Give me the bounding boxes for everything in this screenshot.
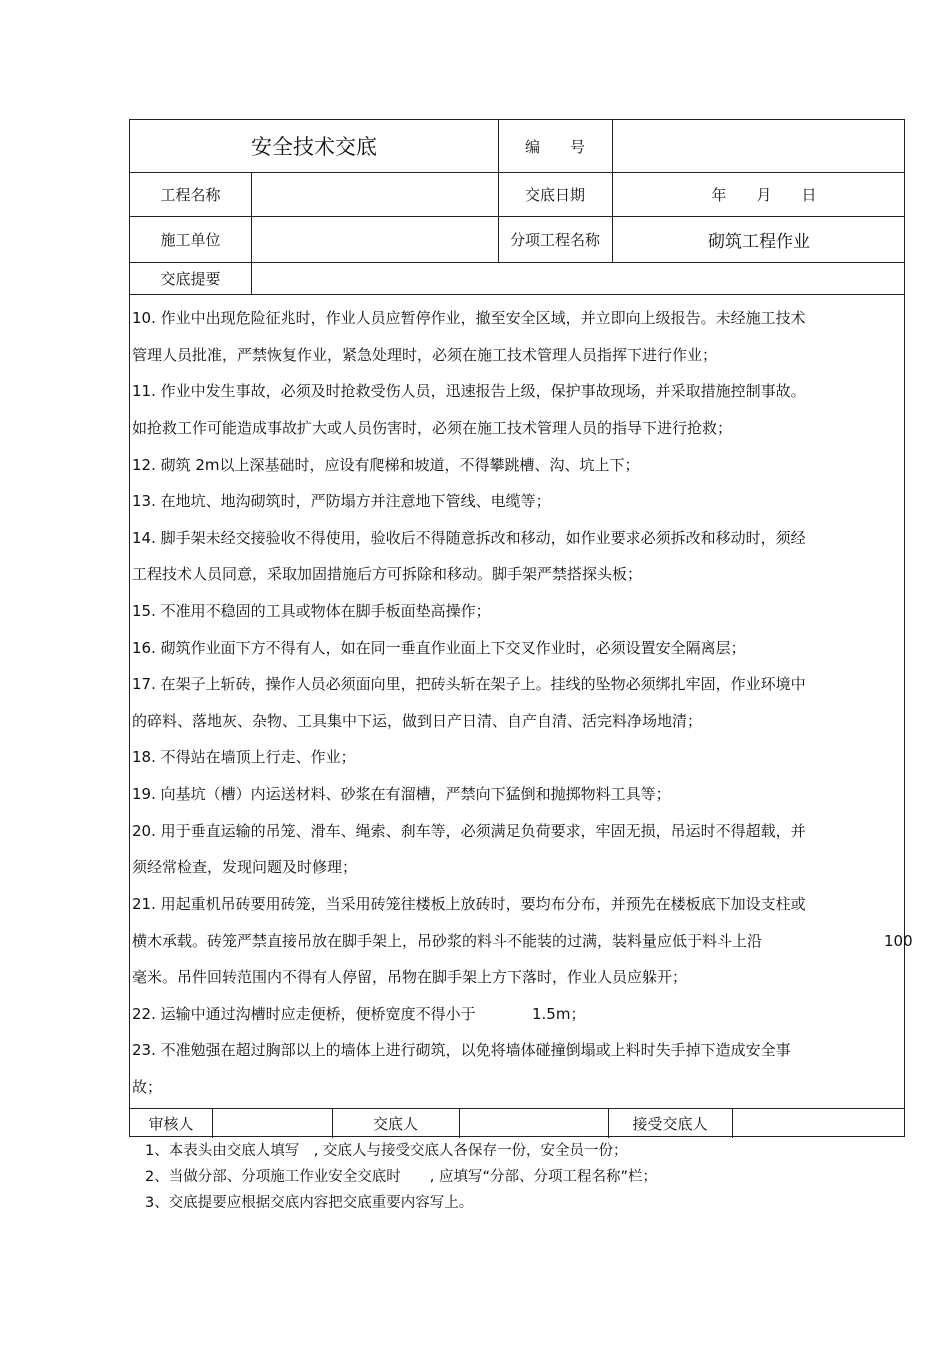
content-line: 22. 运输中通过沟槽时应走便桥，便桥宽度不得小于: [132, 1005, 476, 1023]
content-line: 15. 不准用不稳固的工具或物体在脚手板面垫高操作；: [132, 602, 491, 620]
number-label: 编 号: [524, 137, 585, 156]
receiver-value[interactable]: [732, 1108, 906, 1138]
content-line: 工程技术人员同意，采取加固措施后方可拆除和移动。脚手架严禁搭探头板；: [132, 565, 643, 583]
content-line: 须经常检查，发现问题及时修理；: [132, 858, 358, 876]
date-label: 交底日期: [524, 185, 585, 204]
content-line: 管理人员批准，严禁恢复作业，紧急处理时，必须在施工技术管理人员指挥下进行作业；: [132, 346, 718, 364]
subproject-value[interactable]: 砌筑工程作业: [708, 231, 810, 252]
disclosure-form: [129, 119, 913, 1137]
note-line: 2、当做分部、分项施工作业安全交底时 , 应填写“分部、分项工程名称”栏；: [145, 1169, 657, 1185]
content-line: 横木承载。砖笼严禁直接吊放在脚手架上，吊砂浆的料斗不能装的过满，装料量应低于料斗上沿: [132, 932, 763, 950]
form-title: 安全技术交底: [251, 135, 377, 159]
content-line: 10. 作业中出现危险征兆时，作业人员应暂停作业，撤至安全区域，并立即向上级报告。未经施工技术: [132, 309, 806, 327]
receiver-label: 接受交底人: [632, 1114, 708, 1133]
discloser-label: 交底人: [372, 1114, 418, 1133]
row-divider: [130, 294, 904, 295]
content-line: 16. 砌筑作业面下方不得有人，如在同一垂直作业面上下交叉作业时，必须设置安全隔离层；: [132, 639, 746, 657]
project-name-value[interactable]: [251, 172, 498, 216]
content-line: 11. 作业中发生事故，必须及时抢救受伤人员，迅速报告上级，保护事故现场，并采取措施控制事故。: [132, 382, 806, 400]
content-line: 的碎料、落地灰、杂物、工具集中下运，做到日产日清、自产自清、活完料净场地清；: [132, 712, 703, 730]
note-line: 3、交底提要应根据交底内容把交底重要内容写上。: [145, 1195, 474, 1211]
content-line: 故；: [132, 1078, 163, 1096]
summary-value[interactable]: [251, 262, 906, 294]
content-line: 21. 用起重机吊砖要用砖笼，当采用砖笼往楼板上放砖时，要均布分布，并预先在楼板底下加设支柱或: [132, 895, 806, 913]
content-line: 14. 脚手架未经交接验收不得使用，验收后不得随意拆改和移动，如作业要求必须拆改和移动时，须经: [132, 529, 806, 547]
content-line: 23. 不准勉强在超过胸部以上的墙体上进行砌筑，以免将墙体碰撞倒塌或上料时失手掉下造成安全事: [132, 1041, 791, 1059]
content-line: 12. 砌筑 2m以上深基础时，应设有爬梯和坡道，不得攀跳槽、沟、坑上下；: [132, 456, 640, 474]
content-line: 19. 向基坑（槽）内运送材料、砂浆在有溜槽，严禁向下猛倒和抛掷物料工具等；: [132, 785, 671, 803]
content-line: 毫米。吊件回转范围内不得有人停留，吊物在脚手架上方下落时，作业人员应躲开；: [132, 968, 688, 986]
content-line-tail: 100: [884, 932, 913, 950]
discloser-value[interactable]: [459, 1108, 608, 1138]
number-value[interactable]: [612, 120, 906, 172]
date-value[interactable]: 年 月 日: [711, 185, 817, 204]
content-line-tail: 1.5m；: [532, 1005, 586, 1023]
content-line: 17. 在架子上斩砖，操作人员必须面向里，把砖头斩在架子上。挂线的坠物必须绑扎牢固，作业环境中: [132, 675, 806, 693]
subproject-label: 分项工程名称: [509, 230, 600, 249]
content-line: 如抢救工作可能造成事故扩大或人员伤害时，必须在施工技术管理人员的指导下进行抢救；: [132, 419, 733, 437]
note-line: 1、本表头由交底人填写 , 交底人与接受交底人各保存一份，安全员一份；: [145, 1143, 628, 1159]
reviewer-value[interactable]: [212, 1108, 332, 1138]
unit-label: 施工单位: [160, 230, 221, 249]
reviewer-label: 审核人: [148, 1114, 194, 1133]
project-name-label: 工程名称: [160, 185, 221, 204]
content-line: 18. 不得站在墙顶上行走、作业；: [132, 748, 356, 766]
summary-label: 交底提要: [160, 269, 221, 288]
unit-value[interactable]: [251, 216, 498, 262]
content-line: 13. 在地坑、地沟砌筑时，严防塌方并注意地下管线、电缆等；: [132, 492, 551, 510]
content-line: 20. 用于垂直运输的吊笼、滑车、绳索、刹车等，必须满足负荷要求，牢固无损，吊运时不得超载，并: [132, 822, 806, 840]
